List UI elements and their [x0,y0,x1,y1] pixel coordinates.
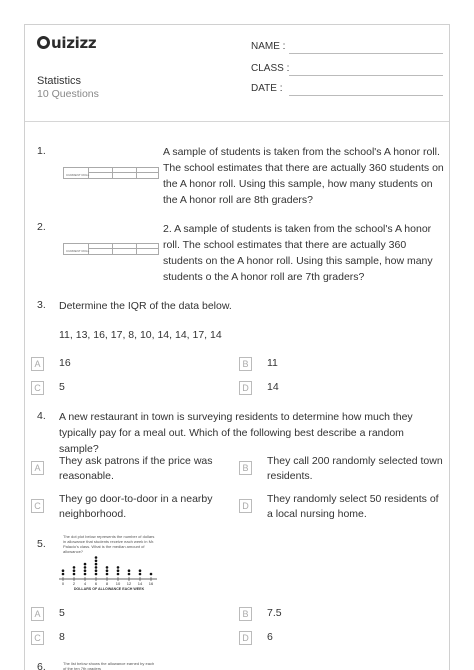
option-letter-d[interactable]: D [239,381,252,395]
tick-label: 2 [72,581,76,586]
option-b[interactable]: 7.5 [267,607,282,619]
dot [128,569,131,572]
dot [84,573,87,576]
dot-plot-caption: The dot plot below represents the number of dollars in allowance that students receive each week in Mr. Palacio's class. What is the median amount of allowance? [63,534,155,554]
dot [117,566,120,569]
question-number: 5. [37,538,46,550]
dot [62,573,65,576]
date-field[interactable] [251,83,282,94]
question-table [63,243,159,255]
option-letter-b[interactable]: B [239,607,252,621]
question-text: 2. A sample of students is taken from the school's A honor roll. The school estimates that there are actually 360 students on the A honor roll. Using this sample, how many students o the A honor roll are 7th graders? [163,223,433,283]
dot [139,569,142,572]
dot [139,573,142,576]
option-c[interactable]: They go door-to-door in a nearby neighborhood. [59,493,213,520]
dot [95,569,98,572]
logo-text: uizizz [51,34,97,52]
class-label: CLASS : [251,63,290,74]
option-a[interactable]: 5 [59,607,65,619]
header-divider [25,121,449,122]
tick-label: 10 [115,581,121,586]
question-number: 2. [37,221,46,233]
dot [150,573,153,576]
date-label: DATE : [251,83,283,94]
tick-label: 14 [137,581,143,586]
worksheet-page [24,24,450,670]
dot [95,560,98,563]
dot-plot [59,551,159,591]
option-letter-a[interactable]: A [31,357,44,371]
dot [95,556,98,559]
table-label: CURRENT ROLL [66,173,90,177]
option-letter-b[interactable]: B [239,357,252,371]
tick-label: 6 [94,581,98,586]
dot [73,566,76,569]
class-field[interactable] [251,63,289,74]
dot [73,569,76,572]
question-count: 10 Questions [37,88,99,100]
dot [128,573,131,576]
question-caption: The list below shows the allowance earned by each of the ten 7th graders [63,661,155,670]
tick-label: 0 [61,581,65,586]
tick-label: 12 [126,581,132,586]
question-text: A sample of students is taken from the school's A honor roll. The school estimates that there are actually 360 students on the A honor roll. Using this sample, how many students on the A honor roll are 8th graders? [163,146,444,206]
option-d[interactable]: They randomly select 50 residents of a local nursing home. [267,493,439,520]
tick-label: 4 [83,581,87,586]
axis-label: DOLLARS OF ALLOWANCE EACH WEEK [73,587,145,591]
option-letter-a[interactable]: A [31,461,44,475]
option-d[interactable]: 6 [267,631,273,643]
option-letter-b[interactable]: B [239,461,252,475]
dot [84,569,87,572]
option-c[interactable]: 5 [59,381,65,393]
dot [95,563,98,566]
option-letter-c[interactable]: C [31,631,44,645]
dot [62,569,65,572]
question-text: Determine the IQR of the data below. [59,300,232,312]
dot [73,573,76,576]
option-letter-d[interactable]: D [239,499,252,513]
option-b[interactable]: 11 [267,357,278,369]
question-number: 1. [37,145,46,157]
dot [95,573,98,576]
dot [106,569,109,572]
table-label: CURRENT ROLL [66,249,90,253]
question-text: A new restaurant in town is surveying residents to determine how much they typically pay for a meal out. Which of the following best describe a random sample? [59,411,413,455]
question-table [63,167,159,179]
dot [117,569,120,572]
dot [106,573,109,576]
dot [84,563,87,566]
data-set: 11, 13, 16, 17, 8, 10, 14, 14, 17, 14 [59,329,222,341]
option-c[interactable]: 8 [59,631,65,643]
name-field[interactable] [251,41,285,52]
option-b[interactable]: They call 200 randomly selected town residents. [267,455,443,482]
name-label: NAME : [251,41,286,52]
option-letter-c[interactable]: C [31,499,44,513]
question-number: 4. [37,410,46,422]
option-letter-c[interactable]: C [31,381,44,395]
worksheet-title: Statistics [37,75,82,87]
tick-label: 16 [148,581,154,586]
option-d[interactable]: 14 [267,381,279,393]
option-a[interactable]: 16 [59,357,71,369]
dot [95,566,98,569]
dot [106,566,109,569]
option-a[interactable]: They ask patrons if the price was reasonable. [59,455,213,482]
dot [117,573,120,576]
question-number: 3. [37,299,46,311]
option-letter-a[interactable]: A [31,607,44,621]
quizizz-logo [37,34,96,52]
tick-label: 8 [105,581,109,586]
option-letter-d[interactable]: D [239,631,252,645]
dot [84,566,87,569]
question-number: 6. [37,661,46,670]
